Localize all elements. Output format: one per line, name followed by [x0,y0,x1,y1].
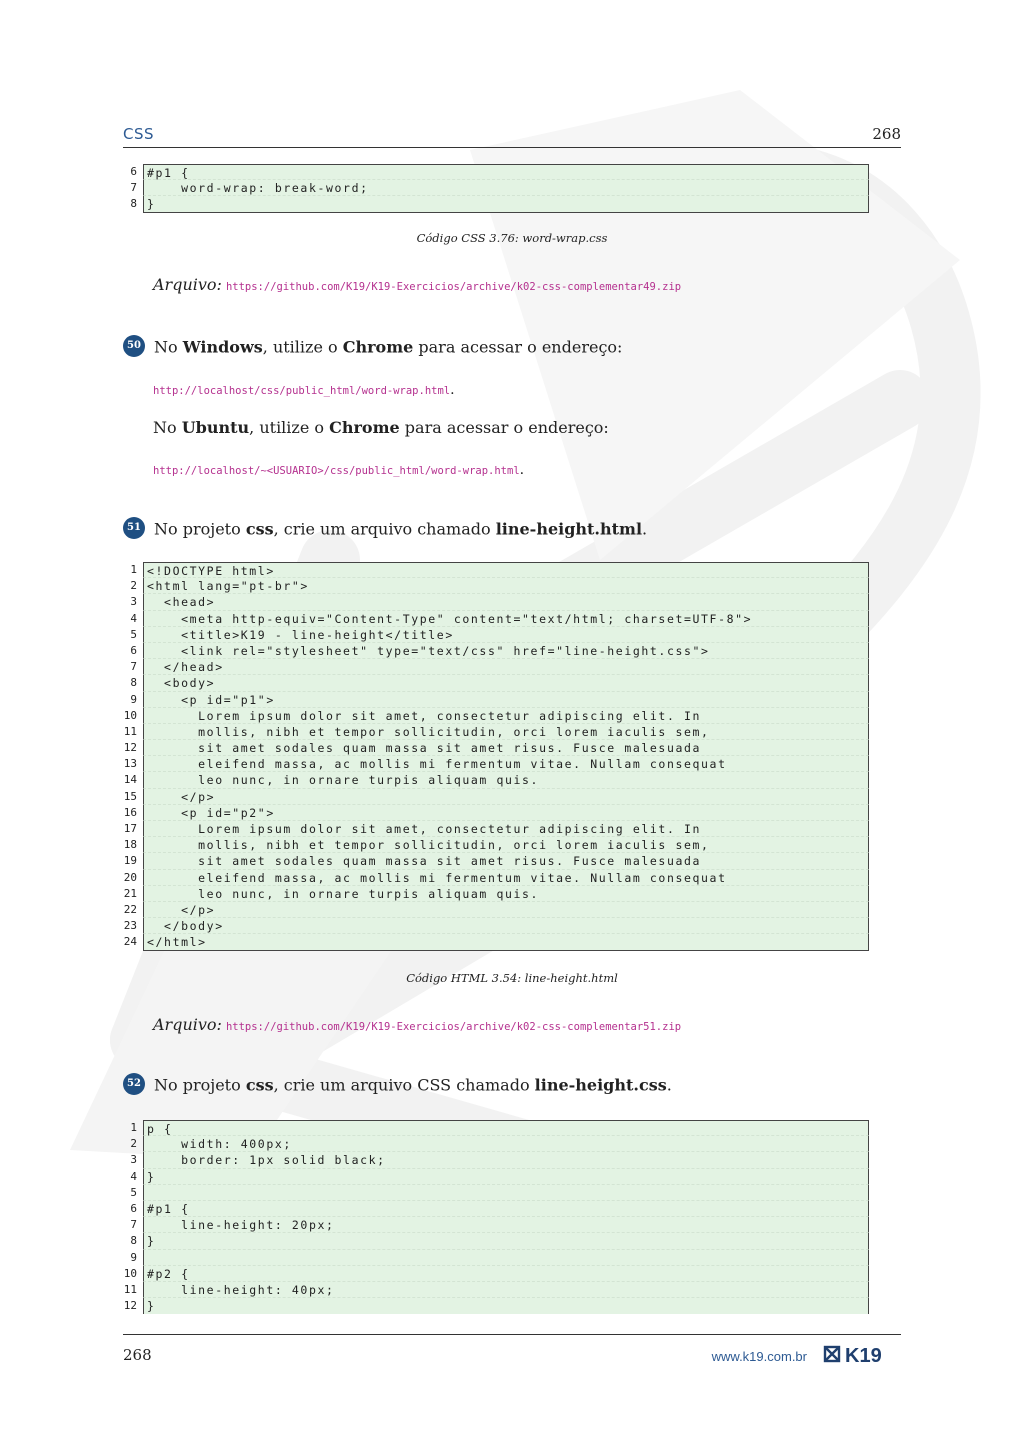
code-text: Lorem ipsum dolor sit amet, consectetur adipiscing elit. In [143,821,869,837]
code-line [123,886,869,902]
code-text: Lorem ipsum dolor sit amet, consectetur adipiscing elit. In [143,708,869,724]
line-number: 5 [130,1185,137,1199]
code-line [123,1266,869,1282]
page-footer [123,1334,901,1375]
arquivo-line-51 [153,1015,681,1034]
line-number: 6 [130,1201,137,1215]
url-period: . [450,382,455,398]
code-line [123,611,869,627]
line-number: 2 [130,579,137,593]
line-number: 10 [123,708,137,722]
step-bold: css [245,1075,274,1095]
line-number: 7 [130,660,137,674]
line-number: 18 [123,838,137,852]
line-number: 7 [130,1218,137,1232]
k19-logo-icon [823,1343,901,1365]
step-number-badge: 51 [123,517,145,539]
code-line [123,918,869,934]
step-text: , crie um arquivo CSS chamado [273,1075,535,1095]
code-line [123,772,869,788]
line-number: 6 [130,643,137,657]
windows-url-line [153,382,455,398]
code-text: sit amet sodales quam massa sit amet risus. Fusce malesuada [143,740,869,756]
code-line [123,805,869,821]
line-number: 20 [123,870,137,884]
code-text: leo nunc, in ornare turpis aliquam quis. [143,772,869,788]
code-line [123,1152,869,1168]
code-line [123,934,869,950]
step-text: para acessar o endereço: [399,418,609,437]
line-number: 10 [123,1266,137,1280]
code-line [123,196,869,212]
code-line [123,1282,869,1298]
line-number: 11 [123,1282,137,1296]
code-text: </p> [143,902,869,918]
code-text: mollis, nibh et tempor sollicitudin, orci lorem iaculis sem, [143,837,869,853]
line-number: 5 [130,627,137,641]
code-block-line-height-css [123,1120,869,1314]
step-text: No projeto [154,1075,246,1095]
ubuntu-instruction [153,418,609,437]
code-line [123,708,869,724]
code-line [123,1201,869,1217]
footer-website[interactable]: www.k19.com.br [711,1349,807,1364]
step-number-badge: 50 [123,335,145,357]
code-block-word-wrap-css [123,164,869,213]
code-text: <body> [143,675,869,691]
page-header [123,125,901,148]
code-line [123,821,869,837]
step-bold: css [245,519,274,539]
code-text: #p1 { [143,164,869,180]
step-bold: Ubuntu [181,418,250,437]
step-text: . [666,1075,672,1095]
step-52 [123,1075,672,1097]
code-line [123,837,869,853]
code-text: </p> [143,789,869,805]
code-text: </body> [143,918,869,934]
line-number: 3 [130,595,137,609]
line-number: 14 [123,773,137,787]
line-number: 1 [130,563,137,576]
code-block-line-height-html [123,562,869,951]
line-number: 2 [130,1137,137,1151]
code-line [123,902,869,918]
code-line [123,1233,869,1249]
code-line [123,740,869,756]
line-number: 21 [123,886,137,900]
code-line [123,1250,869,1266]
code-caption-word-wrap: Código CSS 3.76: word-wrap.css [416,231,608,245]
ubuntu-url-link[interactable]: http://localhost/~<USUARIO>/css/public_html/word-wrap.html [153,465,520,477]
line-number: 8 [130,1234,137,1248]
header-page-number: 268 [872,125,901,143]
step-text: . [642,519,648,539]
step-text: , crie um arquivo chamado [273,519,496,539]
logo-text: K19 [845,1345,882,1365]
code-text: line-height: 40px; [143,1282,869,1298]
step-text: para acessar o endereço: [413,337,623,357]
code-line [123,692,869,708]
code-text: } [143,196,869,212]
code-text: <p id="p1"> [143,692,869,708]
line-number: 23 [123,919,137,933]
line-number: 17 [123,822,137,835]
line-number: 15 [123,789,137,803]
step-51 [123,519,647,541]
code-text: sit amet sodales quam massa sit amet risus. Fusce malesuada [143,853,869,869]
code-text: line-height: 20px; [143,1217,869,1233]
line-number: 7 [130,181,137,195]
line-number: 13 [123,757,137,771]
code-text: eleifend massa, ac mollis mi fermentum vitae. Nullam consequat [143,870,869,886]
step-number-badge: 52 [123,1073,145,1095]
line-number: 19 [123,854,137,868]
line-number: 8 [130,197,137,211]
code-text: eleifend massa, ac mollis mi fermentum vitae. Nullam consequat [143,756,869,772]
arquivo-link[interactable]: https://github.com/K19/K19-Exercicios/archive/k02-css-complementar51.zip [225,1021,682,1033]
code-text: word-wrap: break-word; [143,180,869,196]
arquivo-label: Arquivo: [153,275,222,294]
code-line [123,1169,869,1185]
code-line [123,1185,869,1201]
step-bold: Chrome [329,418,400,437]
windows-url-link[interactable]: http://localhost/css/public_html/word-wrap.html [153,385,451,397]
code-text: <meta http-equiv="Content-Type" content="text/html; charset=UTF-8"> [143,611,869,627]
code-line [123,164,869,180]
line-number: 6 [130,165,137,178]
code-line [123,180,869,196]
code-line [123,853,869,869]
line-number: 9 [130,692,137,706]
code-text: } [143,1169,869,1185]
code-line [123,594,869,610]
code-text: } [143,1298,869,1314]
code-text: </head> [143,659,869,675]
step-text: No [153,418,182,437]
code-caption-line-height-html: Código HTML 3.54: line-height.html [406,971,618,985]
line-number: 16 [123,805,137,819]
code-text: <html lang="pt-br"> [143,578,869,594]
code-text [143,1185,869,1201]
step-50 [123,337,622,359]
code-text: <!DOCTYPE html> [143,562,869,578]
step-bold: line-height.html [495,519,643,539]
step-text: , utilize o [249,418,330,437]
code-line [123,627,869,643]
step-text: No projeto [154,519,246,539]
step-bold: line-height.css [534,1075,667,1095]
code-text: <p id="p2"> [143,805,869,821]
code-text: mollis, nibh et tempor sollicitudin, orci lorem iaculis sem, [143,724,869,740]
code-text [143,1250,869,1266]
code-text: #p2 { [143,1266,869,1282]
arquivo-link[interactable]: https://github.com/K19/K19-Exercicios/archive/k02-css-complementar49.zip [225,281,682,293]
code-line [123,1136,869,1152]
code-line [123,1298,869,1314]
code-line [123,1217,869,1233]
line-number: 1 [130,1121,137,1134]
code-text: width: 400px; [143,1136,869,1152]
code-text: <title>K19 - line-height</title> [143,627,869,643]
url-period: . [519,462,525,478]
line-number: 8 [130,676,137,690]
code-line [123,870,869,886]
line-number: 3 [130,1153,137,1167]
line-number: 12 [123,1299,137,1313]
line-number: 12 [123,741,137,755]
line-number: 22 [123,902,137,916]
arquivo-label: Arquivo: [153,1015,222,1034]
code-text: <link rel="stylesheet" type="text/css" href="line-height.css"> [143,643,869,659]
code-line [123,578,869,594]
code-line [123,643,869,659]
code-text: leo nunc, in ornare turpis aliquam quis. [143,886,869,902]
code-line [123,659,869,675]
code-line [123,724,869,740]
step-text: , utilize o [262,337,343,357]
line-number: 24 [123,935,137,949]
code-text: </html> [143,934,869,950]
arquivo-line-49 [153,275,681,294]
step-text: No [154,337,183,357]
line-number: 4 [130,611,137,625]
line-number: 9 [130,1250,137,1264]
code-text: border: 1px solid black; [143,1152,869,1168]
line-number: 4 [130,1169,137,1183]
footer-page-number: 268 [123,1346,152,1364]
code-text: p { [143,1120,869,1136]
code-line [123,1120,869,1136]
step-bold: Windows [182,337,263,357]
code-text: <head> [143,594,869,610]
code-line [123,756,869,772]
code-line [123,562,869,578]
code-line [123,789,869,805]
code-line [123,675,869,691]
line-number: 11 [123,724,137,738]
code-text: } [143,1233,869,1249]
ubuntu-url-line [153,462,524,478]
code-text: #p1 { [143,1201,869,1217]
step-bold: Chrome [342,337,414,357]
section-title: CSS [123,125,155,143]
